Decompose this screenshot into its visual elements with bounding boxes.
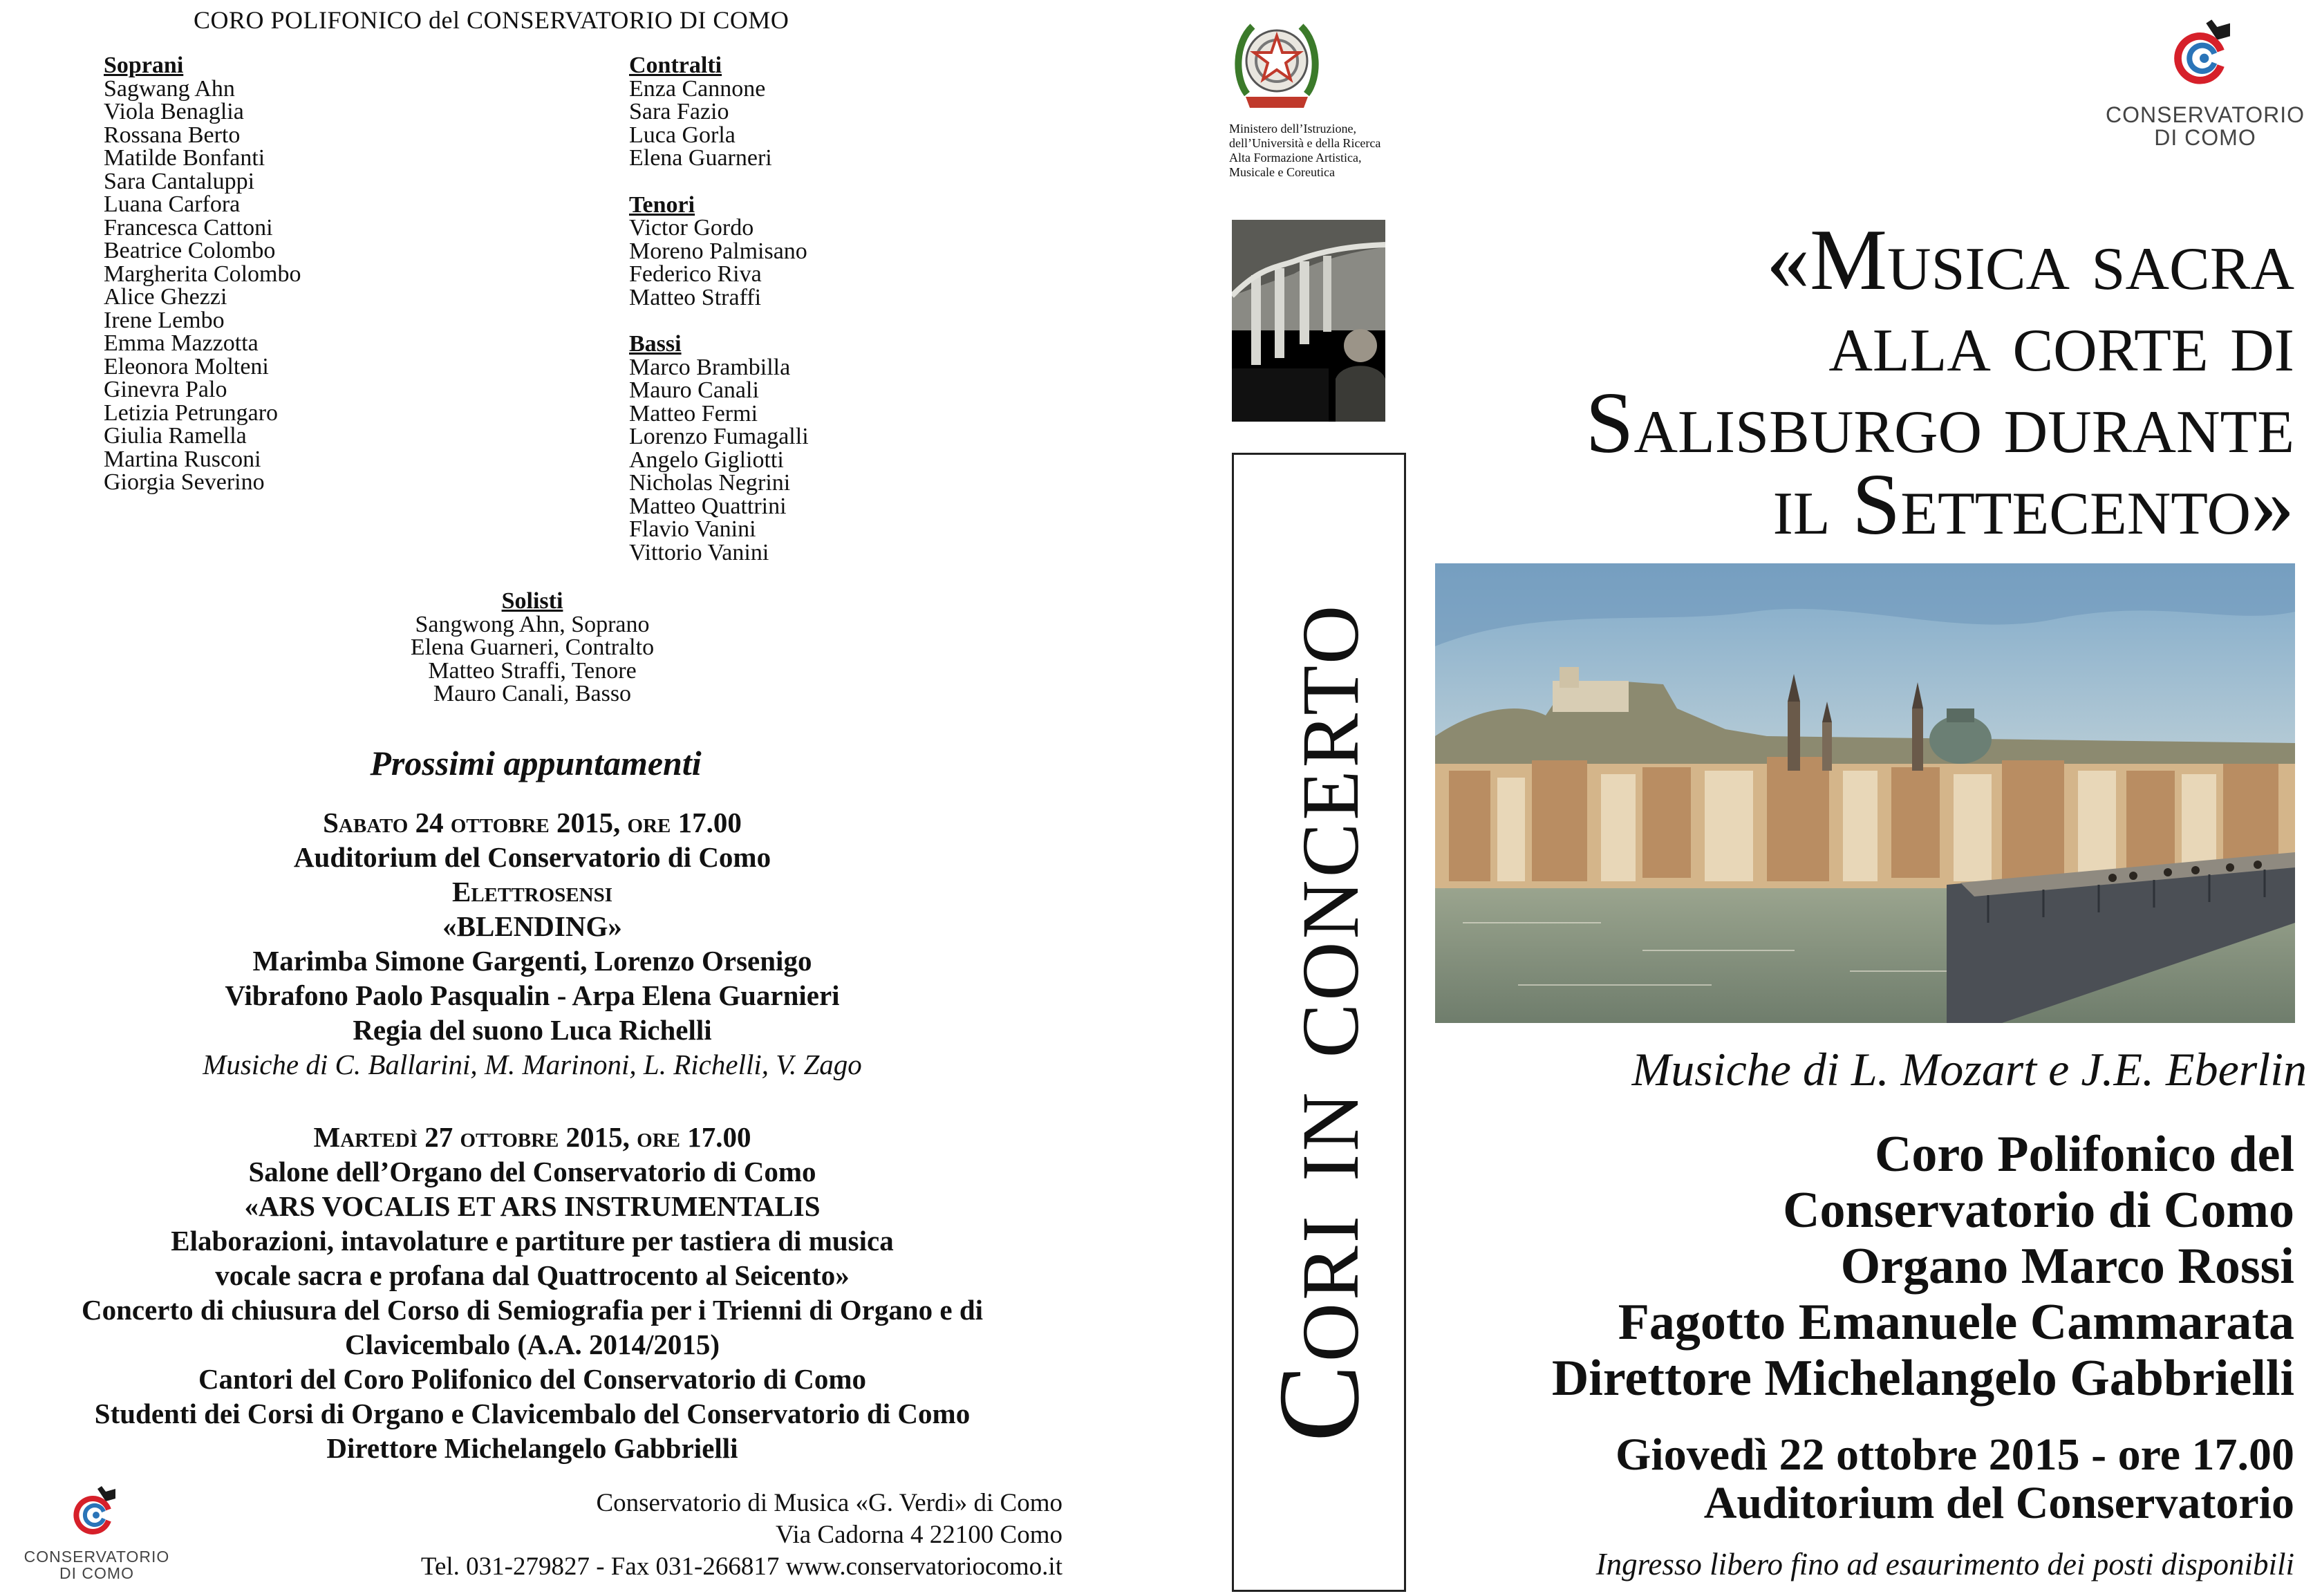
name-item: Vittorio Vanini (629, 539, 769, 565)
event-1-title: «BLENDING» (442, 910, 622, 942)
name-item: Matteo Straffi (629, 284, 762, 310)
event-2-desc-4: Clavicembalo (A.A. 2014/2015) (344, 1329, 720, 1360)
soloists-list (297, 613, 767, 706)
name-item: Sagwang Ahn (104, 75, 235, 102)
name-item: Marco Brambilla (629, 354, 791, 380)
name-item: Nicholas Negrini (629, 470, 791, 496)
name-item: Matilde Bonfanti (104, 145, 265, 171)
event-1-music: Musiche di C. Ballarini, M. Marinoni, L. Richelli, V. Zago (203, 1049, 862, 1080)
name-item: Irene Lembo (104, 307, 225, 333)
address-line1: Conservatorio di Musica «G. Verdi» di Como (596, 1489, 1062, 1517)
performer-5: Direttore Michelangelo Gabbrielli (1551, 1350, 2294, 1407)
name-item: Victor Gordo (629, 215, 754, 241)
basses-list (629, 356, 809, 565)
conservatorio-logo-icon (2164, 17, 2247, 103)
event-2-desc-5: Cantori del Coro Polifonico del Conservatorio di Como (198, 1363, 867, 1395)
altos-title: Contralti (629, 53, 722, 78)
concert-venue: Auditorium del Conservatorio (1703, 1478, 2294, 1528)
event-2-date: Martedì 27 ottobre 2015, ore 17.00 (313, 1121, 751, 1153)
name-item: Luana Carfora (104, 191, 241, 217)
conservatorio-logo-icon (66, 1485, 128, 1548)
soloists-title: Solisti (501, 588, 563, 614)
event-1-date: Sabato 24 ottobre 2015, ore 17.00 (323, 807, 742, 838)
choir-title: CORO POLIFONICO del CONSERVATORIO DI COMO (194, 6, 789, 34)
concert-datetime (1616, 1431, 2294, 1528)
sopranos-title: Soprani (104, 53, 184, 78)
logo-large-line1: CONSERVATORIO (2105, 102, 2305, 127)
event-2 (14, 1120, 1051, 1465)
name-item: Luca Gorla (629, 122, 736, 148)
name-item: Viola Benaglia (104, 99, 244, 124)
address-block (421, 1487, 1062, 1583)
name-item: Margherita Colombo (104, 261, 301, 287)
concert-title-line1: «Musica sacra (1766, 212, 2294, 308)
event-1-series: Elettrosensi (451, 876, 613, 908)
salzburg-painting (1435, 563, 2295, 1023)
name-item: Eleonora Molteni (104, 353, 269, 379)
event-2-director: Direttore Michelangelo Gabbrielli (326, 1432, 738, 1464)
name-item: Giulia Ramella (104, 423, 247, 449)
concert-date: Giovedì 22 ottobre 2015 - ore 17.00 (1616, 1429, 2294, 1480)
name-item: Giorgia Severino (104, 469, 265, 495)
concert-title-line3: Salisburgo durante (1585, 375, 2294, 471)
name-item: Enza Cannone (629, 75, 766, 102)
conservatorio-logo-small (14, 1485, 180, 1581)
ministry-line3: Alta Formazione Artistica, (1229, 151, 1362, 165)
name-item: Matteo Fermi (629, 400, 758, 426)
event-2-desc-2: vocale sacra e profana dal Quattrocento al Seicento» (215, 1259, 850, 1291)
event-2-desc-1: Elaborazioni, intavolature e partiture per tastiera di musica (171, 1225, 894, 1257)
name-item: Alice Ghezzi (104, 284, 227, 310)
name-item: Letizia Petrungaro (104, 400, 279, 426)
concert-title (1585, 212, 2294, 553)
ministry-line1: Ministero dell’Istruzione, (1229, 122, 1356, 135)
name-item: Sangwong Ahn, Soprano (415, 611, 650, 637)
name-item: Emma Mazzotta (104, 330, 259, 356)
event-2-desc-3: Concerto di chiusura del Corso di Semiografia per i Trienni di Organo e di (81, 1294, 984, 1326)
logo-small-line2: DI COMO (59, 1564, 134, 1582)
performer-3: Organo Marco Rossi (1840, 1238, 2294, 1295)
name-item: Matteo Quattrini (629, 493, 787, 519)
name-item: Lorenzo Fumagalli (629, 424, 809, 449)
event-2-venue: Salone dell’Organo del Conservatorio di Como (248, 1156, 816, 1187)
name-item: Elena Guarneri, Contralto (410, 635, 655, 660)
upcoming-events-title: Prossimi appuntamenti (370, 744, 702, 782)
name-item: Rossana Berto (104, 122, 241, 148)
event-2-desc-6: Studenti dei Corsi di Organo e Clavicembalo del Conservatorio di Como (94, 1398, 971, 1429)
concert-title-line4: il Settecento» (1772, 457, 2294, 553)
name-item: Beatrice Colombo (104, 238, 276, 263)
sopranos-list (104, 77, 301, 494)
name-item: Mauro Canali, Basso (433, 681, 632, 706)
address-line3: Tel. 031-279827 - Fax 031-266817 www.conservatoriocomo.it (420, 1552, 1062, 1581)
italian-republic-emblem-icon (1232, 12, 1322, 122)
event-1 (14, 805, 1051, 1082)
entry-note: Ingresso libero fino ad esaurimento dei posti disponibili (1595, 1547, 2294, 1581)
performer-4: Fagotto Emanuele Cammarata (1618, 1294, 2294, 1351)
ministry-text (1229, 122, 1380, 180)
name-item: Sara Cantaluppi (104, 168, 255, 194)
altos-list (629, 77, 809, 170)
ministry-line4: Musicale e Coreutica (1229, 165, 1335, 179)
basses-title: Bassi (629, 331, 682, 357)
concert-title-line2: alla corte di (1828, 294, 2294, 390)
name-item: Matteo Straffi, Tenore (428, 657, 637, 684)
name-item: Ginevra Palo (104, 377, 227, 402)
name-item: Angelo Gigliotti (629, 447, 784, 473)
event-1-sound-direction: Regia del suono Luca Richelli (353, 1014, 712, 1046)
performer-2: Conservatorio di Como (1783, 1182, 2294, 1239)
ministry-line2: dell’Università e della Ricerca (1229, 136, 1381, 150)
sopranos-column (104, 54, 301, 494)
logo-large-line2: DI COMO (2154, 125, 2256, 150)
cori-in-concerto-title: Cori in concerto (1255, 602, 1383, 1443)
name-item: Sara Fazio (629, 99, 729, 124)
name-item: Francesca Cattoni (104, 214, 273, 241)
name-item: Moreno Palmisano (629, 238, 807, 264)
event-1-performers-1: Marimba Simone Gargenti, Lorenzo Orsenigo (252, 945, 812, 977)
name-item: Martina Rusconi (104, 446, 261, 472)
tenors-list (629, 216, 809, 309)
works-line: Musiche di L. Mozart e J.E. Eberlin (1631, 1043, 2307, 1096)
name-item: Mauro Canali (629, 377, 759, 403)
soloists-block (297, 590, 767, 706)
performers-block (1552, 1127, 2294, 1407)
event-2-title: «ARS VOCALIS ET ARS INSTRUMENTALIS (244, 1190, 821, 1222)
lower-voices-column (629, 54, 809, 564)
cori-in-concerto-poster-image (1232, 220, 1385, 422)
event-1-venue: Auditorium del Conservatorio di Como (293, 841, 771, 873)
event-1-performers-2: Vibrafono Paolo Pasqualin - Arpa Elena Guarnieri (225, 979, 840, 1011)
address-line2: Via Cadorna 4 22100 Como (775, 1521, 1062, 1549)
name-item: Elena Guarneri (629, 145, 772, 171)
conservatorio-logo-large (2088, 17, 2322, 149)
logo-small-line1: CONSERVATORIO (24, 1548, 170, 1566)
name-item: Flavio Vanini (629, 516, 756, 542)
tenors-title: Tenori (629, 191, 695, 218)
performer-1: Coro Polifonico del (1874, 1126, 2294, 1183)
cori-in-concerto-box (1232, 453, 1406, 1592)
name-item: Federico Riva (629, 261, 762, 287)
